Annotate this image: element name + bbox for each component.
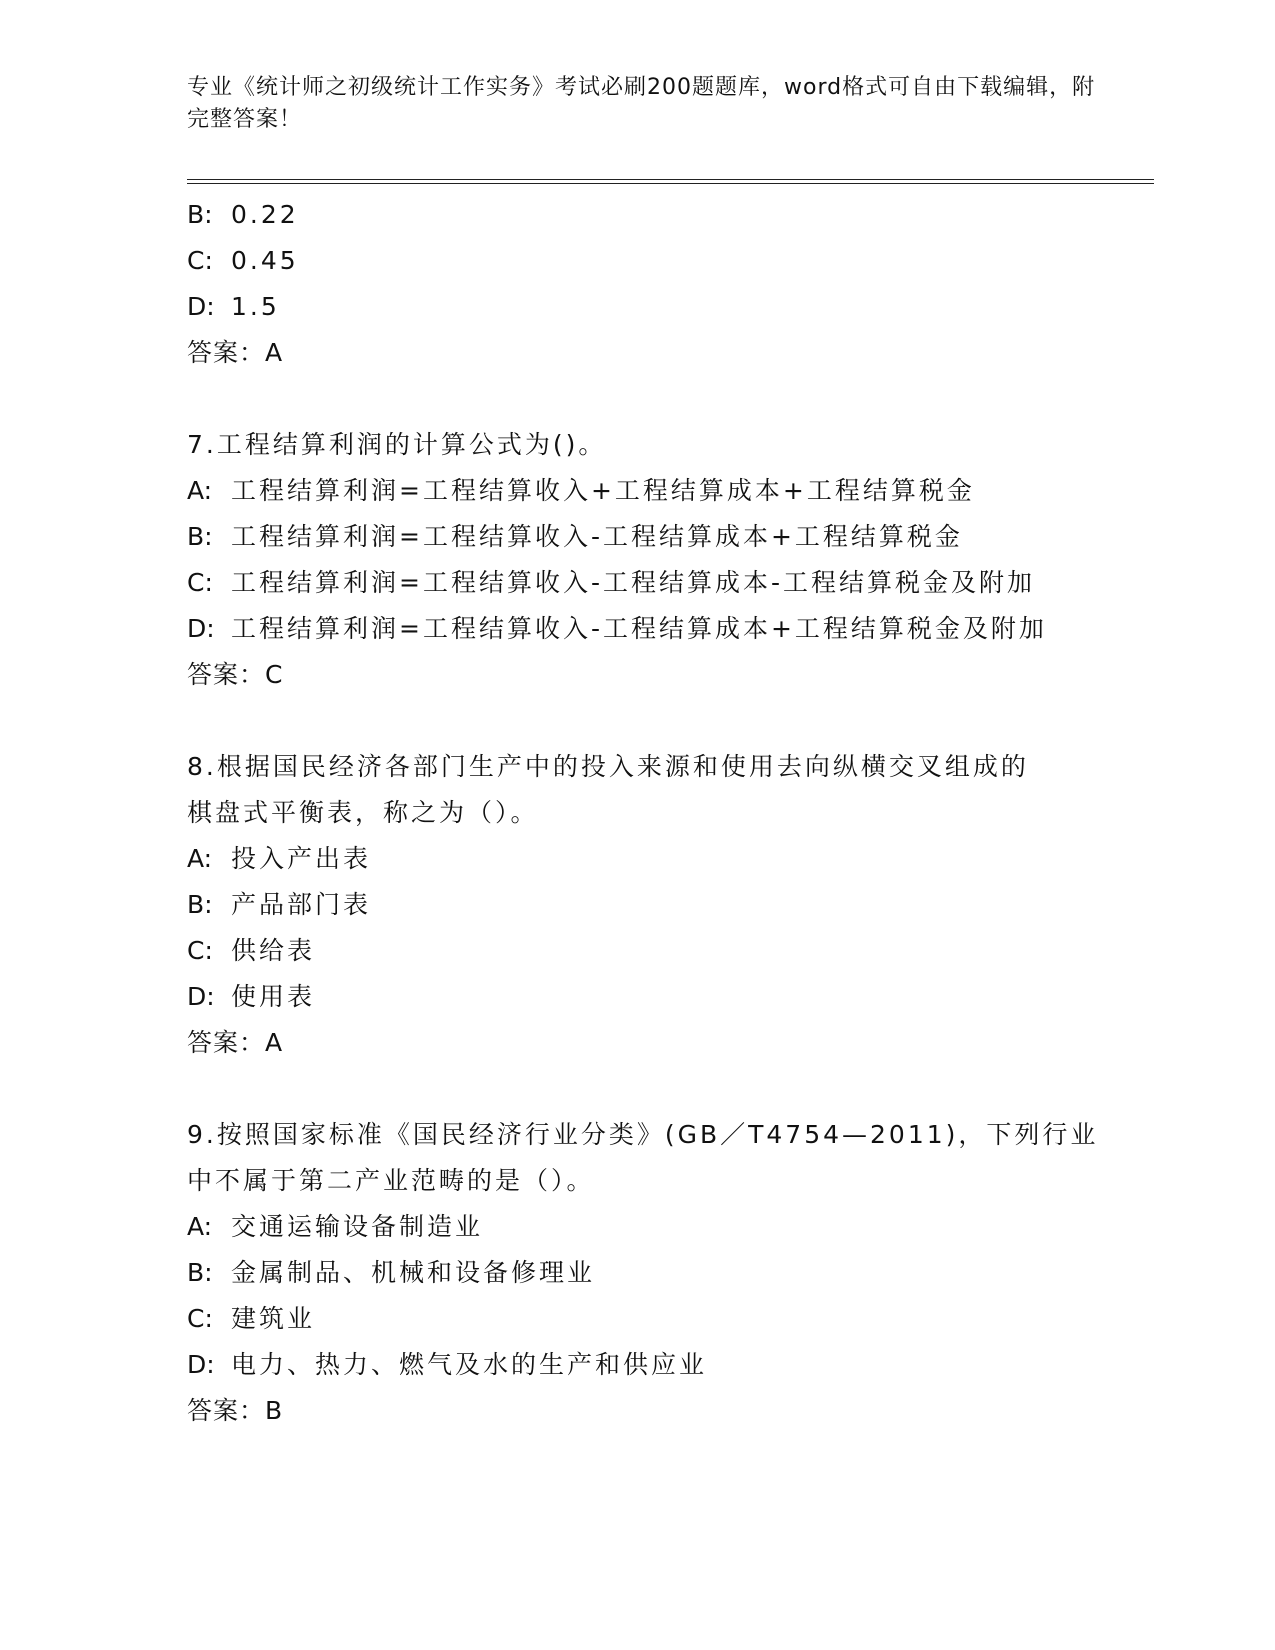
- option-key: B:: [187, 890, 213, 919]
- option-key: C:: [187, 568, 213, 597]
- option-c: [187, 560, 1087, 606]
- option-a: [187, 468, 1087, 514]
- option-text: 建筑业: [231, 1304, 316, 1333]
- spacer: [187, 1066, 1087, 1112]
- question-8: [187, 744, 1087, 1066]
- question-9: [187, 1112, 1099, 1434]
- option-key: A:: [187, 844, 213, 873]
- option-text: 产品部门表: [231, 890, 372, 919]
- option-key: C:: [187, 246, 213, 275]
- option-key: B:: [187, 200, 213, 229]
- answer: 答案：A: [187, 338, 284, 367]
- question-stem-line-1: 9.按照国家标准《国民经济行业分类》(GB／T4754—2011)，下列行业: [187, 1120, 1099, 1149]
- option-c: [187, 928, 1087, 974]
- option-key: A:: [187, 1212, 213, 1241]
- spacer: [187, 698, 1087, 744]
- option-text: 0.45: [231, 246, 299, 275]
- header-title: 专业《统计师之初级统计工作实务》考试必刷200题题库，word格式可自由下载编辑，附完整答案！: [187, 75, 1096, 132]
- option-key: C:: [187, 936, 213, 965]
- option-key: B:: [187, 1258, 213, 1287]
- option-d: [187, 606, 1087, 652]
- question-6: [187, 192, 1087, 376]
- question-7: [187, 422, 1087, 698]
- option-d: [187, 974, 1087, 1020]
- option-text: 工程结算利润=工程结算收入-工程结算成本+工程结算税金及附加: [231, 614, 1047, 643]
- option-text: 工程结算利润=工程结算收入-工程结算成本+工程结算税金: [231, 522, 963, 551]
- option-d: [187, 1342, 1087, 1388]
- option-text: 金属制品、机械和设备修理业: [231, 1258, 596, 1287]
- option-text: 供给表: [231, 936, 316, 965]
- option-key: B:: [187, 522, 213, 551]
- option-text: 工程结算利润=工程结算收入-工程结算成本-工程结算税金及附加: [231, 568, 1035, 597]
- answer: 答案：A: [187, 1028, 284, 1057]
- spacer: [187, 376, 1087, 422]
- option-key: D:: [187, 982, 215, 1011]
- option-d: [187, 284, 1087, 330]
- option-b: [187, 192, 1087, 238]
- option-c: [187, 1296, 1087, 1342]
- question-stem-line-2: 中不属于第二产业范畴的是（）。: [187, 1166, 595, 1195]
- option-text: 1.5: [231, 292, 280, 321]
- option-b: [187, 514, 1087, 560]
- answer: 答案：C: [187, 660, 284, 689]
- option-text: 投入产出表: [231, 844, 372, 873]
- option-text: 0.22: [231, 200, 299, 229]
- option-c: [187, 238, 1087, 284]
- option-text: 交通运输设备制造业: [231, 1212, 484, 1241]
- option-key: A:: [187, 476, 213, 505]
- option-text: 电力、热力、燃气及水的生产和供应业: [231, 1350, 708, 1379]
- option-a: [187, 836, 1087, 882]
- header-divider-top: [187, 179, 1154, 180]
- document-body: [187, 192, 1099, 1434]
- option-b: [187, 882, 1087, 928]
- question-stem-line-1: 8.根据国民经济各部门生产中的投入来源和使用去向纵横交叉组成的: [187, 752, 1029, 781]
- document-header: [187, 72, 1097, 136]
- option-a: [187, 1204, 1087, 1250]
- header-divider-bottom: [187, 183, 1154, 184]
- option-key: D:: [187, 614, 215, 643]
- option-b: [187, 1250, 1087, 1296]
- option-key: D:: [187, 292, 215, 321]
- option-key: D:: [187, 1350, 215, 1379]
- answer: 答案：B: [187, 1396, 284, 1425]
- question-stem-line-2: 棋盘式平衡表，称之为（）。: [187, 798, 539, 827]
- question-stem: 7.工程结算利润的计算公式为()。: [187, 430, 607, 459]
- option-text: 使用表: [231, 982, 316, 1011]
- option-key: C:: [187, 1304, 213, 1333]
- option-text: 工程结算利润=工程结算收入+工程结算成本+工程结算税金: [231, 476, 975, 505]
